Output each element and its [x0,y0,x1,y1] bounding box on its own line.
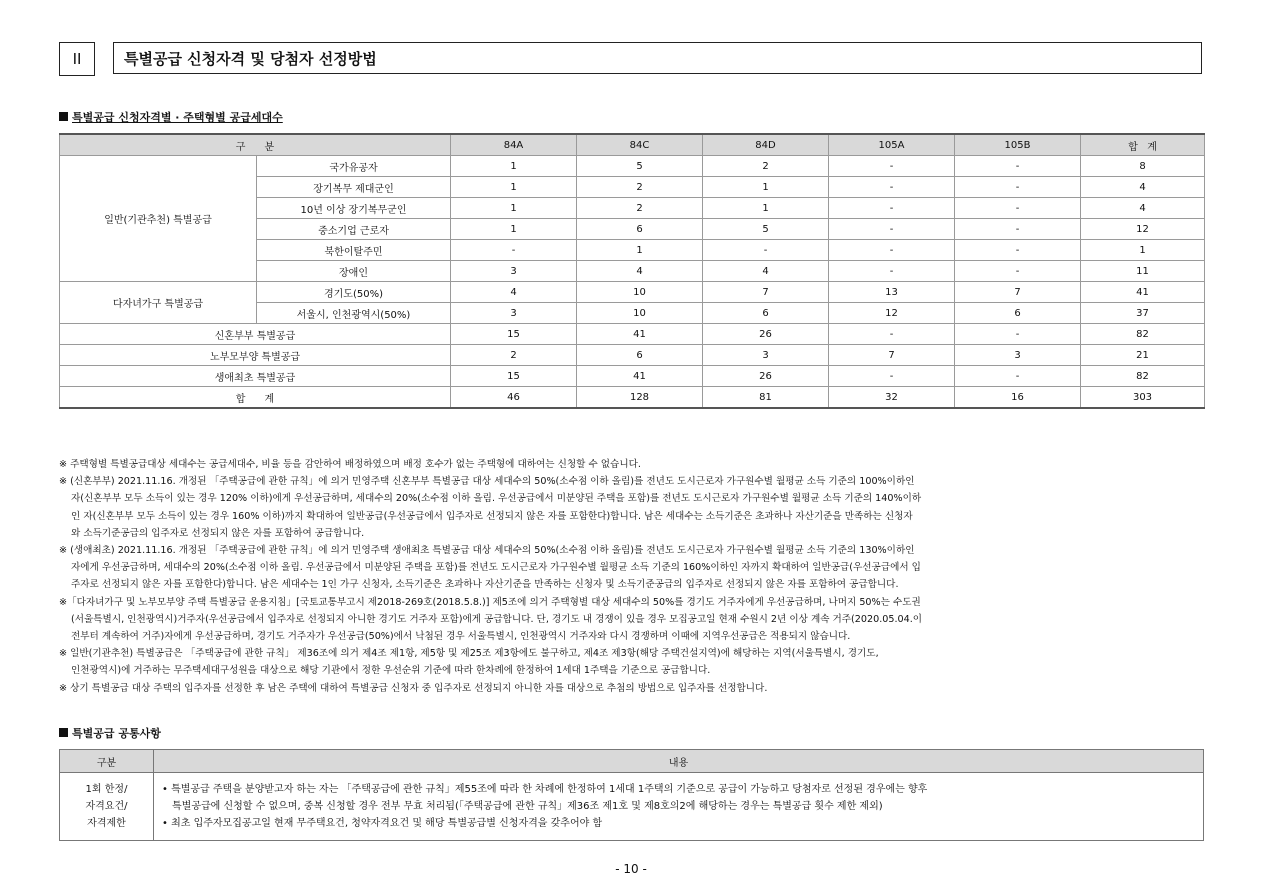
group-label: 다자녀가구 특별공급 [60,282,257,324]
value-cell: 1 [451,177,577,198]
value-cell: 11 [1081,261,1205,282]
table-row [60,773,1204,841]
value-cell: 4 [577,261,703,282]
value-cell: 6 [955,303,1081,324]
note-line: ※ 상기 특별공급 대상 주택의 입주자를 선정한 후 남은 주택에 대하여 특별공급 신청자 중 입주자로 선정되지 아니한 자를 대상으로 추첨의 방법으로 입주자를 선정합니다. [59,682,768,694]
value-cell: 12 [1081,219,1205,240]
value-cell: 37 [1081,303,1205,324]
value-cell: - [451,240,577,261]
sub-label: 국가유공자 [257,156,451,177]
section-number: II [59,42,95,76]
value-cell: - [955,324,1081,345]
value-cell: 15 [451,366,577,387]
value-cell: 2 [577,177,703,198]
header-col: 구분 [60,750,154,773]
note-continuation: 자에게 우선공급하며, 세대수의 20%(소수점 이하 올림. 우선공급에서 미분양된 주택을 포함)를 전년도 도시근로자 가구원수별 월평균 소득 기준의 160%이하인 자까지 확대하여 일반공급(우선공급에서 입 [71,562,921,574]
sub-label: 중소기업 근로자 [257,219,451,240]
value-cell: - [955,156,1081,177]
table-row [60,366,1205,387]
value-cell: 1 [1081,240,1205,261]
value-cell: 26 [703,366,829,387]
value-cell: - [829,240,955,261]
value-cell: - [955,366,1081,387]
value-cell: 82 [1081,324,1205,345]
value-cell: - [829,219,955,240]
section-title: 특별공급 신청자격 및 당첨자 선정방법 [113,42,1202,74]
row-content: • 특별공급 주택을 분양받고자 하는 자는 「주택공급에 관한 규칙」제55조에 따라 한 차례에 한정하여 1세대 1주택의 기준으로 공급이 가능하고 당첨자로 선정된 경우에는 향후 특별공급에 신청할 수 없으며, 중복 신청할 경우 전부 무효 처리됨(「주택공급에 관한 규칙」제36조 제1호 및 제8호의2에 해당하는 경우는 특별공급 횟수 제한 제외) • 최초 입주자모집공고일 현재 무주택요건, 청약자격요건 및 해당 특별공급별 신청자격을 갖추어야 함 [154,773,1204,841]
common-table [59,749,1204,841]
header-col: 84A [451,134,577,156]
value-cell: 2 [451,345,577,366]
value-cell: 41 [1081,282,1205,303]
table-row [60,156,1205,177]
header-col: 84D [703,134,829,156]
note-continuation: 자(신혼부부 모두 소득이 있는 경우 120% 이하)에게 우선공급하며, 세대수의 20%(소수점 이하 올림. 우선공급에서 미분양된 주택을 포함)를 전년도 도시근로자 가구원수별 월평균 소득 기준의 140%이하 [71,493,922,505]
value-cell: 128 [577,387,703,409]
note-line: ※ (신혼부부) 2021.11.16. 개정된 「주택공급에 관한 규칙」에 의거 민영주택 신혼부부 특별공급 대상 세대수의 50%(소수점 이하 올림)를 전년도 도시근로자 가구원수별 월평균 소득 기준의 100%이하인 [59,476,915,488]
note-continuation: 인 자(신혼부부 모두 소득이 있는 경우 160% 이하)까지 확대하여 일반공급(우선공급에서 입주자로 선정되지 않은 자를 포함한다)합니다. 남은 세대수는 소득기준은 초과하나 자산기준을 만족하는 신청자 [71,510,913,522]
square-bullet-icon [59,112,68,121]
value-cell: 3 [703,345,829,366]
value-cell: 3 [451,303,577,324]
value-cell: - [829,177,955,198]
value-cell: 41 [577,366,703,387]
table-row [60,345,1205,366]
value-cell: 7 [829,345,955,366]
value-cell: 26 [703,324,829,345]
value-cell: 2 [703,156,829,177]
row-label: 노부모부양 특별공급 [60,345,451,366]
total-label: 합 계 [60,387,451,409]
total-row [60,387,1205,409]
value-cell: 4 [451,282,577,303]
note-continuation: 인천광역시)에 거주하는 무주택세대구성원을 대상으로 해당 기관에서 정한 우선순위 기준에 따라 한차례에 한정하여 1세대 1주택을 기준으로 공급합니다. [71,665,711,677]
supply-table [59,133,1205,409]
value-cell: 4 [1081,177,1205,198]
value-cell: 3 [955,345,1081,366]
value-cell: 1 [577,240,703,261]
table-header-row [60,750,1204,773]
header-col: 합 계 [1081,134,1205,156]
value-cell: 6 [577,219,703,240]
value-cell: - [829,261,955,282]
value-cell: 303 [1081,387,1205,409]
value-cell: 41 [577,324,703,345]
value-cell: 1 [451,156,577,177]
value-cell: - [829,366,955,387]
value-cell: 8 [1081,156,1205,177]
header-col: 내용 [154,750,1204,773]
note-line: ※ 일반(기관추천) 특별공급은 「주택공급에 관한 규칙」 제36조에 의거 제4조 제1항, 제5항 및 제25조 제3항에도 불구하고, 제4조 제3항(해당 주택건설지역)에 해당하는 지역(서울특별시, 경기도, [59,648,879,660]
value-cell: 32 [829,387,955,409]
value-cell: 4 [1081,198,1205,219]
value-cell: - [955,219,1081,240]
table-row [60,282,1205,303]
table-header-row [60,134,1205,156]
value-cell: 3 [451,261,577,282]
sub-label: 10년 이상 장기복무군인 [257,198,451,219]
value-cell: 7 [955,282,1081,303]
row-label: 신혼부부 특별공급 [60,324,451,345]
value-cell: - [955,261,1081,282]
value-cell: 4 [703,261,829,282]
value-cell: 12 [829,303,955,324]
value-cell: 6 [703,303,829,324]
value-cell: 21 [1081,345,1205,366]
value-cell: 46 [451,387,577,409]
value-cell: 15 [451,324,577,345]
table2-heading: 특별공급 공통사항 [59,725,161,741]
note-line: ※ 주택형별 특별공급대상 세대수는 공급세대수, 비율 등을 감안하여 배정하였으며 배정 호수가 없는 주택형에 대하여는 신청할 수 없습니다. [59,459,641,470]
sub-label: 서울시, 인천광역시(50%) [257,303,451,324]
row-label: 1회 한정/ 자격요건/ 자격제한 [60,773,154,841]
value-cell: 7 [703,282,829,303]
header-col: 84C [577,134,703,156]
value-cell: - [955,177,1081,198]
section-title-bar [59,42,1204,76]
value-cell: - [955,198,1081,219]
value-cell: - [955,240,1081,261]
value-cell: 2 [577,198,703,219]
value-cell: 16 [955,387,1081,409]
value-cell: 82 [1081,366,1205,387]
value-cell: - [829,198,955,219]
note-continuation: 와 소득기준공급의 입주자로 선정되지 않은 자를 포함하여 공급합니다. [71,527,365,539]
row-label: 생애최초 특별공급 [60,366,451,387]
header-col: 105A [829,134,955,156]
note-line: ※「다자녀가구 및 노부모부양 주택 특별공급 운용지침」[국토교통부고시 제2018-269호(2018.5.8.)] 제5조에 의거 주택형별 대상 세대수의 50%를 경기도 거주자에게 우선공급하며, 나머지 50%는 수도권 [59,596,921,608]
value-cell: 5 [577,156,703,177]
sub-label: 장기복무 제대군인 [257,177,451,198]
sub-label: 장애인 [257,261,451,282]
note-continuation: 주자로 선정되지 않은 자를 포함한다)합니다. 남은 세대수는 1인 가구 신청자, 소득기준은 초과하나 자산기준을 만족하는 신청자 및 소득기준공급의 입주자로 선정되지 않은 자를 포함하여 공급합니다. [71,579,899,591]
square-bullet-icon [59,728,68,737]
table1-heading: 특별공급 신청자격별 · 주택형별 공급세대수 [59,109,283,125]
value-cell: 5 [703,219,829,240]
value-cell: 10 [577,303,703,324]
value-cell: 13 [829,282,955,303]
sub-label: 북한이탈주민 [257,240,451,261]
value-cell: 1 [451,198,577,219]
table-row [60,324,1205,345]
page-number: - 10 - [615,862,647,876]
value-cell: 81 [703,387,829,409]
sub-label: 경기도(50%) [257,282,451,303]
note-continuation: 전부터 계속하여 거주)자에게 우선공급하며, 경기도 거주자가 우선공급(50%)에서 낙첨된 경우 서울특별시, 인천광역시 거주자와 다시 경쟁하며 이때에 지역우선공급은 적용되지 않습니다. [71,631,851,643]
notes [59,456,1209,697]
value-cell: 10 [577,282,703,303]
note-line: ※ (생애최초) 2021.11.16. 개정된 「주택공급에 관한 규칙」에 의거 민영주택 생애최초 특별공급 대상 세대수의 50%(소수점 이하 올림)를 전년도 도시근로자 가구원수별 월평균 소득 기준의 130%이하인 [59,545,915,557]
value-cell: 6 [577,345,703,366]
header-category: 구 분 [60,134,451,156]
value-cell: - [703,240,829,261]
value-cell: 1 [703,198,829,219]
note-continuation: (서울특별시, 인천광역시)거주자(우선공급에서 입주자로 선정되지 아니한 경기도 거주자 포함)에게 공급합니다. 단, 경기도 내 경쟁이 있을 경우 모집공고일 현재 수원시 2년 이상 계속 거주(2020.05.04.이 [71,613,923,625]
value-cell: 1 [703,177,829,198]
value-cell: - [829,156,955,177]
value-cell: - [829,324,955,345]
value-cell: 1 [451,219,577,240]
header-col: 105B [955,134,1081,156]
group-label: 일반(기관추천) 특별공급 [60,156,257,282]
